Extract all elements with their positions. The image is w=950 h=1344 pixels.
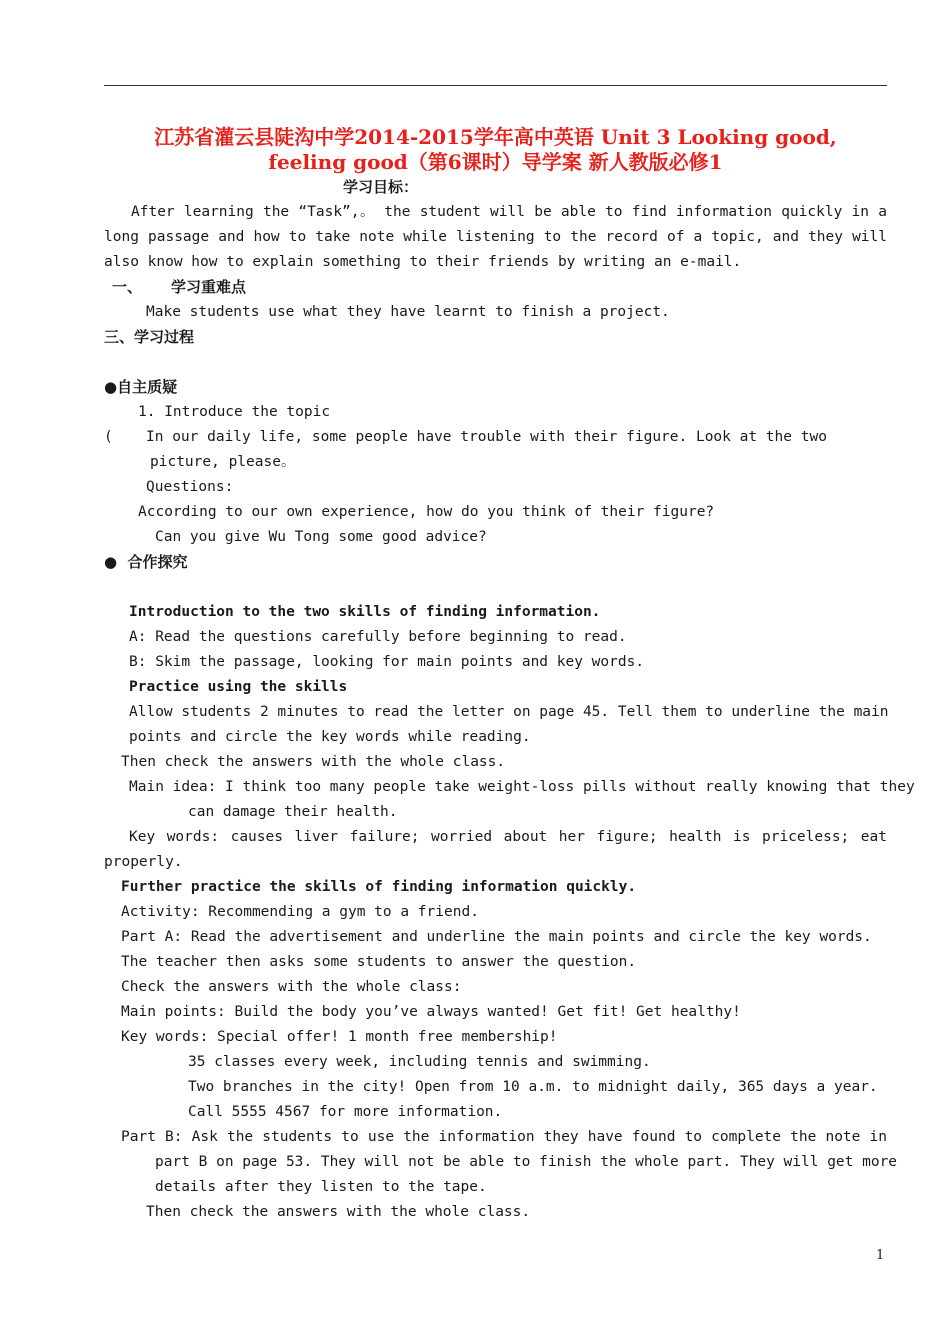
introduce-topic: 1. Introduce the topic (138, 404, 331, 420)
teacher-line: The teacher then asks some students to answer the question. (121, 954, 637, 970)
main-idea-line-2: can damage their health. (188, 804, 398, 820)
key-words-line-1: Key words: causes liver failure; worried about her figure; health is priceless; eat (129, 829, 887, 845)
part-a-line: Part A: Read the advertisement and underline the main points and circle the key words. (121, 929, 872, 945)
allow-line-2: points and circle the key words while reading. (129, 729, 531, 745)
self-study-heading: ●自主质疑 (104, 378, 178, 396)
open-paren: ( (104, 429, 113, 445)
skill-b: B: Skim the passage, looking for main points and key words. (129, 654, 645, 670)
section1-text: Make students use what they have learnt to finish a project. (146, 304, 670, 320)
document-title-line2: feeling good（第6课时）导学案 新人教版必修1 (268, 150, 723, 174)
objectives-line-3: also know how to explain something to their friends by writing an e-mail. (104, 254, 742, 270)
check-answers-2: Check the answers with the whole class: (121, 979, 462, 995)
key-words-2-line-2: 35 classes every week, including tennis and swimming. (188, 1054, 651, 1070)
objectives-line-2: long passage and how to take note while listening to the record of a topic, and they will (104, 229, 887, 245)
section1-number: 一、 (112, 278, 143, 296)
check-answers-1: Then check the answers with the whole class. (121, 754, 506, 770)
key-words-2-line-4: Call 5555 4567 for more information. (188, 1104, 503, 1120)
activity-line: Activity: Recommending a gym to a friend. (121, 904, 479, 920)
intro-line-1: In our daily life, some people have trouble with their figure. Look at the two (146, 429, 827, 445)
allow-line-1: Allow students 2 minutes to read the letter on page 45. Tell them to underline the main (129, 704, 889, 720)
questions-label: Questions: (146, 479, 234, 495)
practice-heading: Practice using the skills (129, 679, 348, 695)
question-2: Can you give Wu Tong some good advice? (155, 529, 487, 545)
document-title-line1: 江苏省灌云县陡沟中学2014-2015学年高中英语 Unit 3 Looking good, (154, 125, 837, 149)
key-words-line-2: properly. (104, 854, 183, 870)
skill-a: A: Read the questions carefully before beginning to read. (129, 629, 627, 645)
objectives-heading: 学习目标： (343, 178, 419, 196)
part-b-line-3: details after they listen to the tape. (155, 1179, 487, 1195)
main-points-line: Main points: Build the body you’ve always wanted! Get fit! Get healthy! (121, 1004, 741, 1020)
key-words-2-line-1: Key words: Special offer! 1 month free membership! (121, 1029, 558, 1045)
page-number: 1 (876, 1248, 885, 1263)
header-rule (104, 85, 887, 86)
check-answers-3: Then check the answers with the whole class. (146, 1204, 531, 1220)
question-1: According to our own experience, how do you think of their figure? (138, 504, 715, 520)
intro-line-2: picture, please。 (150, 454, 296, 470)
skills-intro-heading: Introduction to the two skills of finding information. (129, 604, 601, 620)
part-b-line-2: part B on page 53. They will not be able to finish the whole part. They will get more (155, 1154, 898, 1170)
section1-heading: 学习重难点 (171, 278, 247, 296)
key-words-2-line-3: Two branches in the city! Open from 10 a.m. to midnight daily, 365 days a year. (188, 1079, 878, 1095)
objectives-line-1: After learning the “Task”,。 the student will be able to find information quickly in a (131, 204, 887, 220)
cooperation-heading: ● 合作探究 (104, 553, 188, 571)
section3-heading: 三、学习过程 (104, 328, 195, 346)
main-idea-line-1: Main idea: I think too many people take weight-loss pills without really knowing that they (129, 779, 915, 795)
further-practice-heading: Further practice the skills of finding information quickly. (121, 879, 637, 895)
part-b-line-1: Part B: Ask the students to use the information they have found to complete the note in (121, 1129, 887, 1145)
